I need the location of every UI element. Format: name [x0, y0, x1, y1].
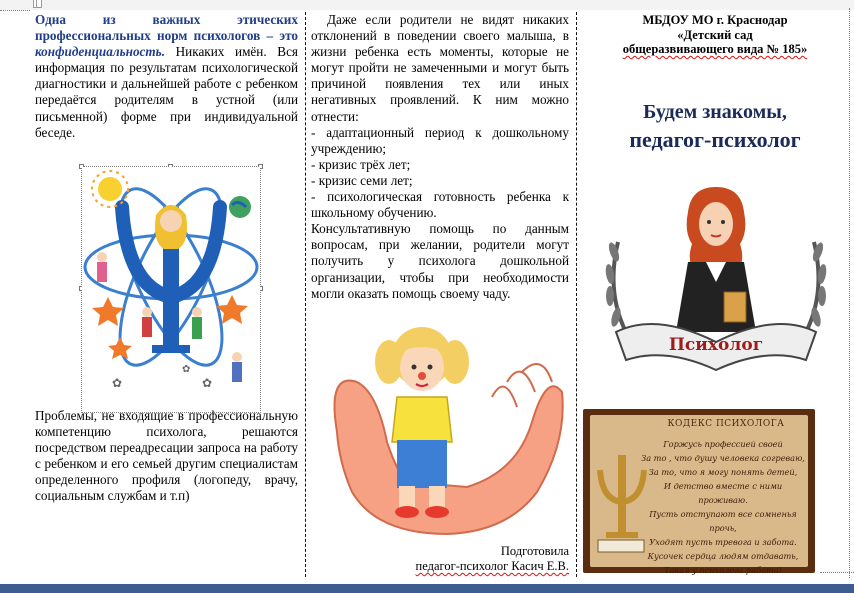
codex-line: Горжусь профессией своей: [663, 439, 783, 449]
ruler[interactable]: [0, 0, 854, 10]
heading-emphasis: конфиденциальность.: [35, 44, 165, 60]
title-line-1: Будем знакомы,: [643, 100, 787, 123]
window-bottom-edge: [0, 584, 854, 593]
list-item: - психологическая готовность ребенка к школьному обучению.: [311, 189, 569, 221]
title-line-2: педагог-психолог: [629, 126, 801, 152]
signature-block: [416, 544, 569, 574]
column-divider: [305, 12, 306, 577]
codex-line: Пусть отступают все сомненья прочь,: [649, 509, 797, 533]
codex-line: За то, что я могу понять детей,: [648, 467, 798, 477]
signature-line-1: Подготовила: [500, 544, 569, 558]
confidentiality-paragraph: [35, 12, 298, 141]
consultation-paragraph: Консультативную помощь по данным вопросам, при желании, родители могут получить у психолога дошкольной организации, чтобы при необходимости могли оказать помощь своему чаду.: [311, 221, 569, 301]
list-item: - адаптационный период к дошкольному учреждению;: [311, 124, 569, 156]
ruler-indent-marker-2[interactable]: [36, 0, 42, 8]
org-line-3: общеразвивающего вида № 185»: [622, 42, 808, 56]
moments-paragraph: Даже если родители не видят никаких отклонений в поведении своего малыша, в жизни ребенка есть моменты, которые не могут пройти не замеченными и могут быть причиной появления тех или иных негативных проявлений. К ним можно отнести:: [311, 12, 569, 124]
referral-paragraph: Проблемы, не входящие в профессиональную компетенцию психолога, решаются посредством переадресации запроса на работу с ребенком и его семьей другим специалистам определенного профиля (логопеду, врачу, социальным службам и т.п): [35, 408, 298, 504]
margin-guide: [849, 8, 850, 578]
signature-line-2: педагог-психолог Касич Е.В.: [415, 559, 569, 573]
margin-guide: [820, 572, 854, 573]
list-item: - кризис семи лет;: [311, 172, 413, 188]
codex-line: Уходят пусть тревога и забота.: [649, 537, 797, 547]
brochure-title: [582, 99, 848, 155]
info-text: Вся информация по результатам психологической диагностики и дальнейшей работе с ребенком передаётся родителям в устной (или письменной) форме при индивидуальной беседе.: [35, 44, 298, 140]
margin-guide: [0, 10, 30, 11]
girl-on-hand-illustration: [317, 312, 567, 537]
svg-text:✿: ✿: [182, 364, 191, 375]
emblem-ribbon-text: Психолог: [668, 335, 764, 355]
codex-line: Такая у психолога работа!: [664, 565, 782, 575]
codex-line: За то , что душу человека согреваю,: [641, 453, 805, 463]
psi-children-illustration[interactable]: [82, 167, 260, 412]
svg-text:✿: ✿: [112, 376, 123, 390]
column-3: [582, 12, 848, 580]
svg-text:✿: ✿: [202, 376, 213, 390]
intro-tail: Никаких имён.: [175, 44, 267, 60]
psychologist-emblem: [596, 182, 836, 382]
list-item: - кризис трёх лет;: [311, 156, 411, 172]
codex-poem: [640, 437, 806, 577]
codex-title: КОДЕКС ПСИХОЛОГА: [667, 419, 785, 429]
org-line-2: «Детский сад: [677, 27, 753, 42]
column-1: [35, 12, 298, 580]
crisis-list: [311, 125, 569, 222]
heading-text: Одна из важных этических профессиональных норм психологов – это конфиденциальность.: [35, 12, 298, 60]
org-line-1: МБДОУ МО г. Краснодар: [642, 13, 788, 27]
column-2: [311, 12, 569, 580]
organization-header: [582, 12, 848, 57]
codex-line: И детство вместе с ними проживаю.: [663, 481, 783, 505]
column-divider: [576, 12, 577, 577]
codex-line: Кусочек сердца людям отдавать,: [647, 551, 799, 561]
codex-scroll: [590, 415, 808, 575]
codex-frame: [583, 409, 815, 573]
